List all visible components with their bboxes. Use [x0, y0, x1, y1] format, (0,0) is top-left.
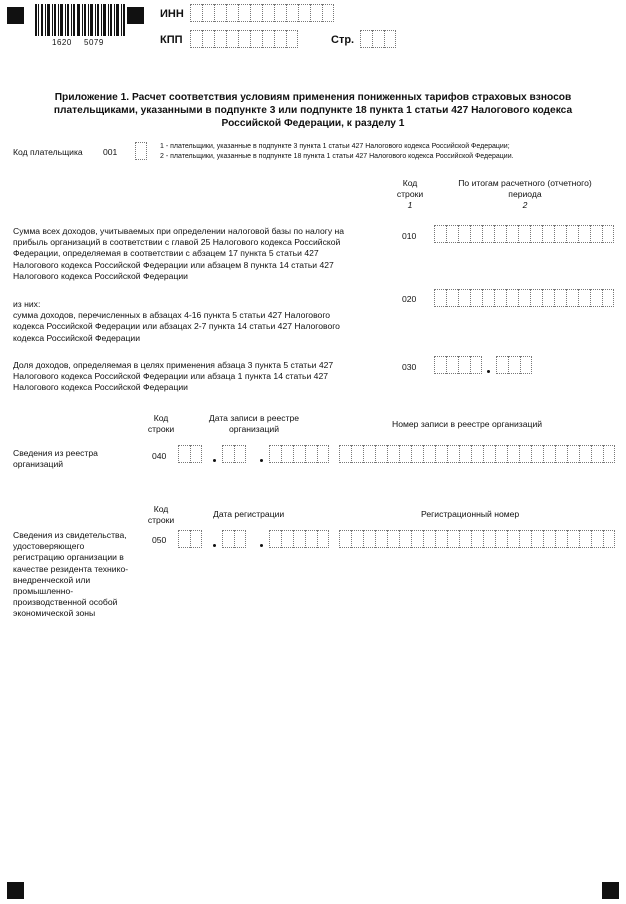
registry-date-separator-1: [213, 459, 216, 462]
payer-code-input[interactable]: [135, 142, 147, 162]
title-line-3: Российской Федерации, к разделу 1: [221, 118, 405, 129]
payer-code-option-2: 2 - плательщики, указанные в подпункте 18 пункта 1 статьи 427 Налогового кодекса Российской Федерации.: [160, 153, 514, 160]
certificate-date-year-cells[interactable]: [269, 530, 329, 550]
row-020-code: 020: [402, 294, 417, 304]
registry-code-header: Код строки: [147, 413, 175, 435]
certificate-label: Сведения из свидетельства, удостоверяющего регистрацию организации в качестве резидента технико- внедренческой или промышленно- производственной особой экономической зоны: [13, 530, 129, 619]
registry-line-code: 040: [152, 451, 167, 461]
certificate-number-cells[interactable]: [339, 530, 615, 550]
certificate-date-header: Дата регистрации: [213, 509, 285, 519]
row-020-value-cells[interactable]: [434, 289, 614, 309]
row-030-description: Доля доходов, определяемая в целях применения абзаца 3 пункта 5 статьи 427 Налогового кодекса Российской Федерации или абзаца 1 пункта 14 статьи 427 Налогового кодекса Российской Федерации: [13, 360, 334, 393]
inn-input-cells[interactable]: [190, 4, 334, 24]
payer-code-option-1: 1 - плательщики, указанные в подпункте 3 пункта 1 статьи 427 Налогового кодекса Российской Федерации;: [160, 143, 510, 150]
barcode-number-left: 1620: [52, 38, 72, 47]
registry-date-day-cells[interactable]: [178, 445, 202, 465]
inn-label: ИНН: [160, 8, 184, 20]
certificate-date-day-cells[interactable]: [178, 530, 202, 550]
row-030-integer-cells[interactable]: [434, 356, 482, 376]
row-010-description: Сумма всех доходов, учитываемых при определении налоговой базы по налогу на прибыль организаций в соответствии с главой 25 Налогового кодекса Российской Федерации, определяемая в соответствии с абзацем 17 пункта 5 статьи 427 Налогового кодекса Российской Федерации или абзацем 8 пункта 14 статьи 427 Налогового кодекса Российской Федерации: [13, 226, 345, 281]
payer-code-label: Код плательщика: [13, 147, 83, 157]
row-030-decimal-point: [487, 370, 490, 373]
code-column-header: Код строки 1: [396, 178, 424, 211]
barcode-number-right: 5079: [84, 38, 104, 47]
corner-marker-bottom-right: [602, 882, 619, 899]
certificate-date-month-cells[interactable]: [222, 530, 246, 550]
title-line-2: плательщиками, указанными в подпункте 3 или подпункте 18 пункта 1 статьи 427 Налогового кодекса: [53, 105, 573, 116]
period-column-header: По итогам расчетного (отчетного) периода 2: [458, 178, 592, 211]
row-030-code: 030: [402, 362, 417, 372]
kpp-label: КПП: [160, 34, 183, 46]
certificate-date-separator-2: [260, 544, 263, 547]
registry-date-header: Дата записи в реестре организаций: [208, 413, 300, 435]
page-number-cells[interactable]: [360, 30, 396, 50]
kpp-input-cells[interactable]: [190, 30, 298, 50]
registry-number-cells[interactable]: [339, 445, 615, 465]
page-title: [20, 91, 606, 130]
certificate-line-code: 050: [152, 535, 167, 545]
payer-code-line-code: 001: [103, 147, 118, 157]
certificate-code-header: Код строки: [147, 504, 175, 526]
corner-marker-top-mid: [127, 7, 144, 24]
registry-date-separator-2: [260, 459, 263, 462]
row-020-description: из них: сумма доходов, перечисленных в абзацах 4-16 пункта 5 статьи 427 Налогового кодекса Российской Федерации или абзацах 2-7 пункта 14 статьи 427 Налогового кодекса Российской Федерации: [13, 299, 340, 343]
row-030-fraction-cells[interactable]: [496, 356, 532, 376]
title-line-1: Приложение 1. Расчет соответствия условиям применения пониженных тарифов страховых взносов: [54, 92, 572, 103]
certificate-number-header: Регистрационный номер: [421, 509, 520, 519]
corner-marker-top-left: [7, 7, 24, 24]
certificate-date-separator-1: [213, 544, 216, 547]
registry-date-year-cells[interactable]: [269, 445, 329, 465]
registry-number-header: Номер записи в реестре организаций: [392, 419, 543, 429]
row-010-code: 010: [402, 231, 417, 241]
corner-marker-bottom-left: [7, 882, 24, 899]
registry-label: Сведения из реестра организаций: [13, 448, 98, 470]
barcode-image: [35, 4, 125, 36]
row-010-value-cells[interactable]: [434, 225, 614, 245]
registry-date-month-cells[interactable]: [222, 445, 246, 465]
page-label: Стр.: [331, 34, 355, 46]
